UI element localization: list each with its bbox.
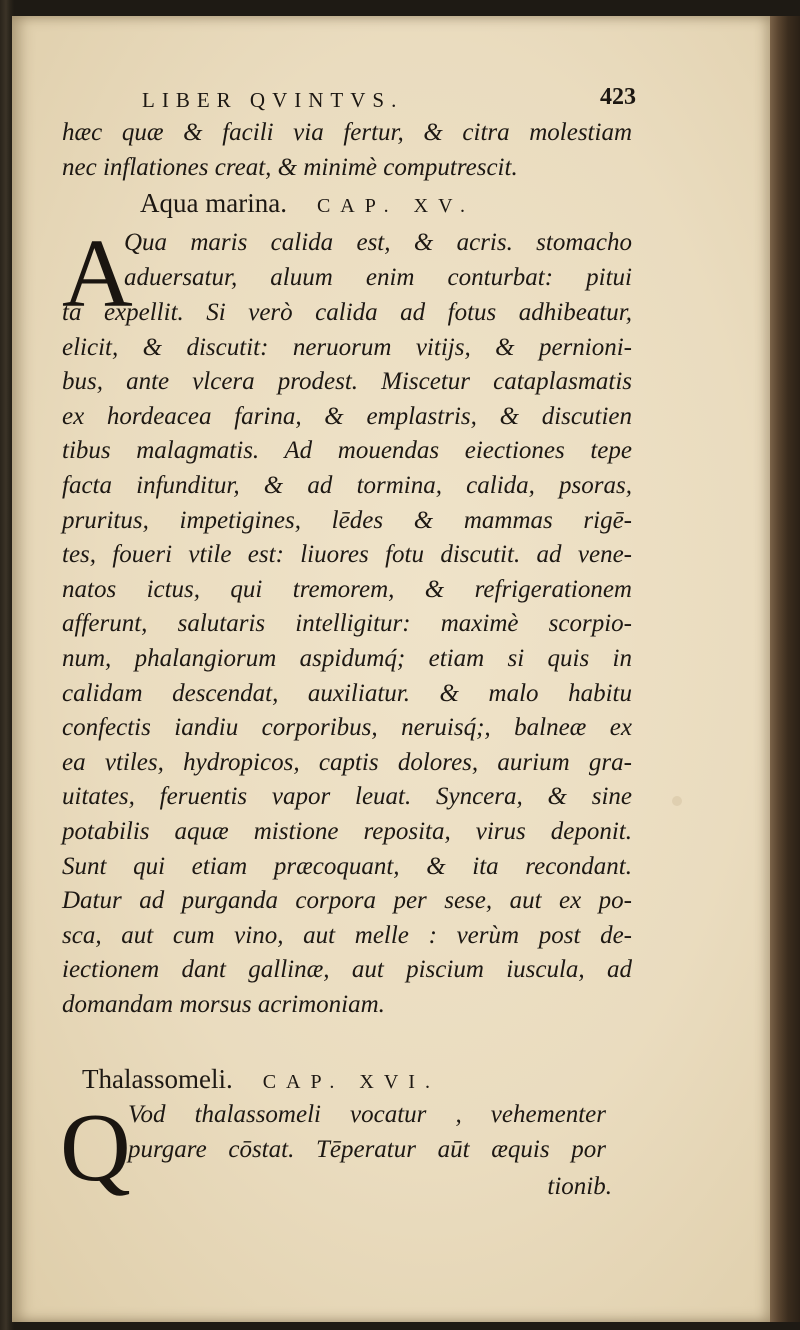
text-line: iectionem dant gallinæ, aut piscium iuscula, ad [62,956,632,984]
paper-spot [672,796,682,806]
text-line: potabilis aquæ mistione reposita, virus deponit. [62,817,632,845]
text-line: afferunt, salutaris intelligitur: maximè scorpio- [62,610,632,638]
chapter-title: Thalassomeli. [82,1064,233,1094]
text-line: ex hordeacea farina, & emplastris, & discutien [62,402,632,430]
text-line: facta infunditur, & ad tormina, calida, psoras, [62,471,632,499]
dropcap-lines [124,226,632,295]
text-line: tibus malagmatis. Ad mouendas eiectiones tepe [62,437,632,465]
page-edge [770,16,800,1322]
text-line: tes, foueri vtile est: liuores fotu discutit. ad vene- [62,541,632,569]
text-line: pruritus, impetigines, lēdes & mammas rigē- [62,506,632,534]
chapter-heading-thalassomeli [82,1064,440,1095]
text-line: confectis iandiu corporibus, neruisq́;, balneæ ex [62,714,632,742]
running-head-title: LIBER QVINTVS. [142,88,404,112]
text-line: nec inflationes creat, & minimè computrescit. [62,153,518,181]
catchword-text: tionib. [547,1173,612,1200]
text-line: Datur ad purganda corpora per sese, aut ex po- [62,887,632,915]
text-line: domandam morsus acrimoniam. [62,990,385,1018]
text-line: num, phalangiorum aspidumq́; etiam si quis in [62,644,632,672]
page-number: 423 [600,84,636,110]
dropcap-lines [128,1098,606,1167]
text-line: purgare cōstat. Tēperatur aūt æquis por [128,1135,606,1163]
drop-cap-q: Q [60,1094,131,1202]
running-head [12,74,770,114]
text-line: Qua maris calida est, & acris. stomacho [124,229,632,256]
text-line: Sunt qui etiam præcoquant, & ita recondant. [62,852,632,880]
drop-cap-a: A [62,220,133,328]
chapter-number: CAP. XV. [316,195,475,217]
chapter-number: CAP. XVI. [262,1071,440,1093]
text-line: Vod thalassomeli vocatur , vehementer [128,1101,606,1128]
text-line: hæc quæ & facili via fertur, & citra molestiam [62,119,632,146]
text-line: ea vtiles, hydropicos, captis dolores, aurium gra- [62,748,632,776]
text-line: natos ictus, qui tremorem, & refrigerationem [62,575,632,603]
text-line: aduersatur, aluum enim conturbat: pitui [124,263,632,291]
text-line: calidam descendat, auxiliatur. & malo habitu [62,679,632,707]
chapter-heading-aqua-marina [140,188,475,219]
text-line: uitates, feruentis vapor leuat. Syncera, & sine [62,783,632,811]
text-line: tā expellit. Si verò calida ad fotus adhibeatur, [62,299,632,326]
page [12,16,770,1322]
text-line: elicit, & discutit: neruorum vitijs, & pernioni- [62,333,632,361]
continuation-text [62,116,632,185]
text-line: sca, aut cum vino, aut melle : verùm post de- [62,921,632,949]
section-body-aqua-marina [62,296,632,1022]
text-line: bus, ante vlcera prodest. Miscetur cataplasmatis [62,368,632,396]
catchword [512,1170,612,1205]
chapter-title: Aqua marina. [140,188,287,218]
